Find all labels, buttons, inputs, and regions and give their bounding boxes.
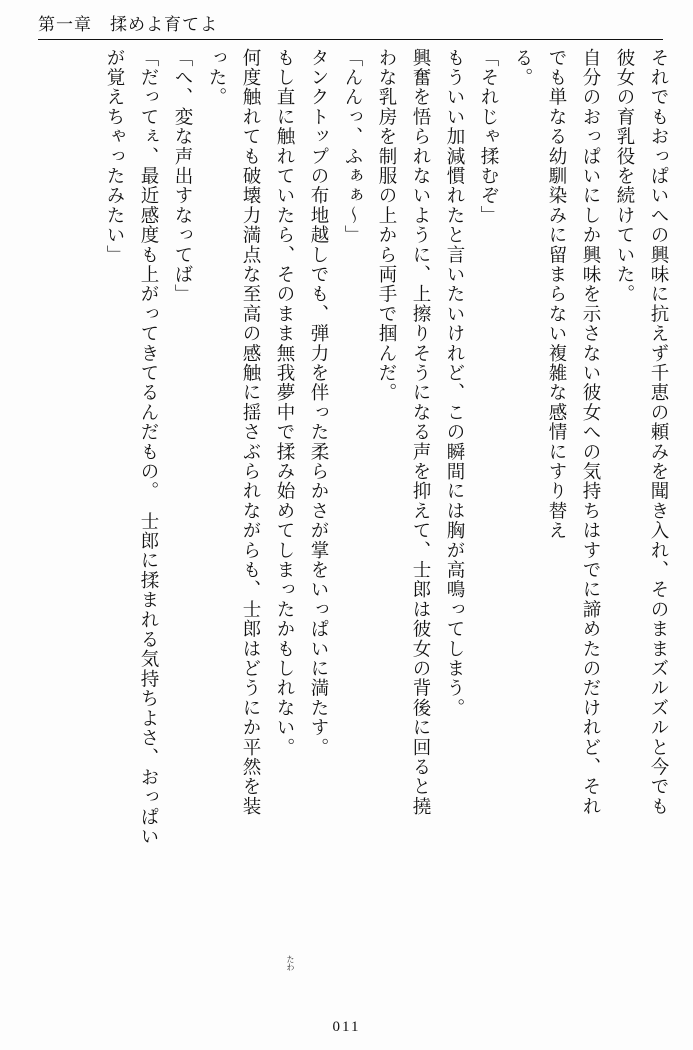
ruby-annotation: たわ bbox=[286, 955, 295, 971]
text-column: 「だってぇ、最近感度も上がってきてるんだもの。 士郎に揉まれる気持ちよさ、おっぱい bbox=[138, 48, 158, 847]
text-column: 「んんっ、ふぁぁ〜」 bbox=[342, 48, 362, 245]
text-column: 「それじゃ揉むぞ」 bbox=[478, 48, 498, 226]
text-column: わな乳房を制服の上から両手で掴んだ。 bbox=[376, 48, 396, 403]
text-column: 彼女の育乳役を続けていた。 bbox=[614, 48, 634, 305]
text-column: タンクトップの布地越しでも、弾力を伴った柔らかさが掌をいっぱいに満たす。 bbox=[308, 48, 328, 758]
header-divider bbox=[38, 39, 663, 40]
text-column: 何度触れても破壊力満点な至高の感触に揺さぶられながらも、士郎はどうにか平然を装 bbox=[240, 48, 260, 817]
text-column: 自分のおっぱいにしか興味を示さない彼女への気持ちはすでに諦めたのだけれど、それ bbox=[580, 48, 600, 817]
text-column: が覚えちゃったみたい」 bbox=[104, 48, 124, 265]
vertical-text-body bbox=[30, 48, 667, 990]
text-column: った。 bbox=[206, 48, 226, 108]
page-header bbox=[38, 10, 663, 40]
chapter-title: 第一章 揉めよ育てよ bbox=[38, 15, 218, 34]
text-column: る。 bbox=[512, 48, 532, 88]
text-column: 興奮を悟られないように、上擦りそうになる声を抑えて、士郎は彼女の背後に回ると撓 bbox=[410, 48, 430, 817]
text-column: 「へ、変な声出すなってば」 bbox=[172, 48, 192, 305]
text-column: それでもおっぱいへの興味に抗えず千恵の頼みを聞き入れ、そのままズルズルと今でも bbox=[648, 48, 668, 817]
page-number: 011 bbox=[332, 1019, 361, 1035]
text-column: もし直に触れていたら、そのまま無我夢中で揉み始めてしまったかもしれない。 bbox=[274, 48, 294, 758]
text-column: でも単なる幼馴染みに留まらない複雑な感情にすり替え bbox=[546, 48, 566, 541]
text-column: もういい加減慣れたと言いたいけれど、この瞬間には胸が高鳴ってしまう。 bbox=[444, 48, 464, 718]
